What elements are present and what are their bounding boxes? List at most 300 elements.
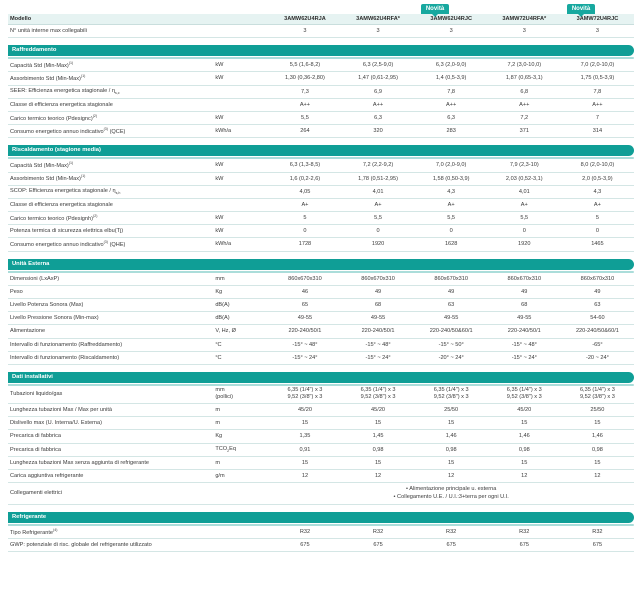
spec-unit-text: g/m	[215, 472, 225, 479]
spec-row	[8, 185, 634, 198]
spec-row	[8, 25, 634, 38]
model-name: 3AMW72U4RJC	[561, 14, 634, 25]
spec-value	[342, 417, 415, 430]
section-gap	[8, 138, 634, 146]
spec-value	[342, 59, 415, 72]
spec-value-text: 3	[595, 28, 599, 35]
spec-value-text: 4,01	[372, 188, 384, 195]
spec-unit	[213, 483, 268, 505]
spec-value	[342, 98, 415, 111]
spec-value-text: 675	[592, 542, 603, 549]
spec-value	[415, 325, 488, 338]
spec-unit-text: dB(A)	[215, 302, 230, 309]
spec-label-text: Potenza termica di sicurezza elettrica elbu(Tj)	[10, 228, 124, 235]
spec-value	[342, 238, 415, 251]
spec-label	[8, 185, 213, 198]
spec-value	[561, 539, 634, 552]
spec-value-text: 0,98	[518, 446, 530, 453]
spec-label-text: Intervallo di funzionamento (Raffreddamento)	[10, 341, 123, 348]
spec-value-text: 1,58 (0,50-3,9)	[432, 175, 470, 182]
spec-value-text: -20 ~ 24°	[585, 354, 609, 361]
section-title: Riscaldamento (stagione media)	[8, 145, 634, 156]
spec-unit-sub: 2	[227, 448, 230, 453]
spec-value-text: 1,46	[591, 433, 603, 440]
spec-unit	[213, 299, 268, 312]
spec-row	[8, 273, 634, 286]
spec-value-text: 15	[594, 420, 601, 427]
spec-label-suffix: (QCE)	[108, 128, 126, 135]
spec-value-text: 220-240/50&60/1	[429, 328, 473, 335]
spec-label-sub: s,c	[115, 90, 120, 95]
spec-unit-text: Kg	[215, 288, 223, 295]
spec-label-text: Tipo Refrigerante	[10, 529, 54, 536]
spec-unit	[213, 430, 268, 443]
connections-value	[268, 483, 634, 505]
spec-value-text: 5	[303, 215, 307, 222]
spec-label-text: Classe di efficienza energetica stagionale	[10, 101, 113, 108]
spec-value-text: 6,35 (1/4") x 3	[433, 387, 469, 394]
spec-value-text: -15° ~ 48°	[365, 341, 391, 348]
spec-unit	[213, 469, 268, 482]
spec-label	[8, 403, 213, 416]
spec-value	[561, 417, 634, 430]
spec-unit	[213, 59, 268, 72]
spec-row	[8, 417, 634, 430]
spec-row	[8, 469, 634, 482]
spec-value-text: 6,9	[374, 88, 382, 95]
spec-value-text: R32	[519, 529, 530, 536]
spec-label-text: Tubazioni liquido/gas	[10, 391, 63, 398]
spec-value-text: 675	[519, 542, 529, 549]
spec-value-text: 15	[521, 459, 528, 466]
spec-label	[8, 85, 213, 98]
footnote-ref: (2)	[92, 113, 98, 118]
spec-value-text: 6,3 (1,3-8,5)	[289, 162, 321, 169]
spec-row	[8, 111, 634, 124]
spec-value	[342, 198, 415, 211]
spec-label	[8, 430, 213, 443]
spec-label-text: Dislivello max (U. Interna/U. Esterna)	[10, 420, 103, 427]
spec-value-text: 0,98	[591, 446, 603, 453]
spec-row	[8, 172, 634, 185]
spec-value	[488, 469, 561, 482]
spec-value	[342, 325, 415, 338]
spec-value-text: 49-55	[517, 315, 532, 322]
footnote-ref: (2)	[93, 213, 98, 218]
spec-value	[561, 59, 634, 72]
spec-value	[488, 430, 561, 443]
spec-unit	[213, 351, 268, 364]
spec-value-text: 1,47 (0,61-2,95)	[358, 75, 398, 82]
spec-value	[268, 72, 341, 85]
spec-value-text: 1,6 (0,2-2,6)	[289, 175, 321, 182]
spec-value	[561, 72, 634, 85]
spec-label-text: Capacità Std (Min-Max)	[10, 162, 69, 169]
spec-row	[8, 403, 634, 416]
spec-value	[488, 386, 561, 404]
spec-value-text: 49-55	[370, 315, 386, 322]
spec-value-text: 4,3	[593, 188, 602, 195]
spec-value-text: 3	[522, 28, 526, 35]
spec-value	[415, 25, 488, 38]
section-underline	[8, 57, 634, 59]
spec-value	[488, 125, 561, 138]
unit-header	[213, 14, 268, 25]
spec-value-text: 860x670x310	[288, 275, 322, 282]
spec-unit-text: kW	[215, 228, 224, 235]
spec-unit	[213, 325, 268, 338]
spec-value	[561, 403, 634, 416]
spec-value-text-2: 9,52 (3/8") x 3	[579, 394, 615, 401]
spec-value-text: 860x670x310	[361, 275, 395, 282]
spec-unit	[213, 125, 268, 138]
spec-value	[488, 85, 561, 98]
spec-value-text: 1,45	[372, 433, 384, 440]
spec-unit-text: m	[215, 420, 220, 427]
spec-value-text: 320	[373, 128, 383, 135]
spec-label	[8, 285, 213, 298]
spec-unit-text: TCO	[215, 445, 228, 452]
novita-badge-2: Novità	[567, 4, 595, 14]
spec-label	[8, 469, 213, 482]
spec-value-text: 3	[449, 28, 453, 35]
spec-value	[488, 59, 561, 72]
spec-value-text: -65°	[592, 341, 603, 348]
spec-value	[415, 111, 488, 124]
spec-value-text: 15	[448, 459, 455, 466]
spec-value-text: 1728	[298, 241, 312, 248]
spec-value-text: 6,3	[447, 114, 456, 121]
spec-value	[268, 456, 341, 469]
spec-row	[8, 430, 634, 443]
spec-value-text: 1,78 (0,51-2,95)	[358, 175, 398, 182]
footnote-ref: (1)	[80, 174, 86, 179]
spec-value	[561, 338, 634, 351]
spec-value	[268, 25, 341, 38]
spec-value-text: A+	[520, 201, 528, 208]
spec-value-text: 12	[448, 472, 455, 479]
spec-label	[8, 238, 213, 251]
spec-value-text: 6,8	[520, 88, 529, 95]
spec-value	[342, 430, 415, 443]
section-header-cell	[8, 259, 634, 273]
spec-value-text: 6,35 (1/4") x 3	[506, 387, 542, 394]
spec-label	[8, 456, 213, 469]
section-gap	[8, 505, 634, 513]
section-header-cell	[8, 45, 634, 59]
spec-value-text: 0,98	[372, 446, 384, 453]
spec-value	[342, 85, 415, 98]
spec-value-text: 6,35 (1/4") x 3	[579, 387, 615, 394]
spec-unit-text: kWh/a	[215, 128, 232, 135]
spec-value	[415, 273, 488, 286]
spec-unit	[213, 159, 268, 172]
spec-value	[488, 25, 561, 38]
spec-unit	[213, 403, 268, 416]
spec-value-text: 6,35 (1/4") x 3	[360, 387, 396, 394]
spec-value-text: 49	[521, 288, 528, 295]
section-gap	[8, 364, 634, 372]
spec-value	[268, 338, 341, 351]
spec-row	[8, 456, 634, 469]
spec-value-text: 25/50	[590, 406, 605, 413]
spec-value	[415, 430, 488, 443]
spec-label	[8, 25, 213, 38]
spec-value-text: A++	[446, 101, 457, 108]
spec-label-text: Livello Pressione Sonora (Min-max)	[10, 315, 99, 322]
spec-value	[561, 325, 634, 338]
spec-value-text: 675	[300, 542, 310, 549]
spec-value-text: 1,46	[518, 433, 530, 440]
spec-value	[342, 125, 415, 138]
spec-value-text: 63	[594, 302, 601, 309]
spec-value-text: 63	[448, 302, 455, 309]
spec-value-text: 371	[519, 128, 529, 135]
spec-value-text: 7,2 (3,0-10,0)	[507, 62, 542, 69]
spec-value-text: 49	[594, 288, 601, 295]
spec-value	[342, 185, 415, 198]
spec-label-text: Carica aggiuntiva refrigerante	[10, 472, 84, 479]
spec-value-text: 4,05	[299, 188, 311, 195]
spec-row	[8, 526, 634, 539]
spec-value	[342, 172, 415, 185]
spec-unit	[213, 386, 268, 404]
spec-value	[561, 456, 634, 469]
spec-value-text: 5,5	[374, 215, 382, 222]
spec-row	[8, 285, 634, 298]
spec-label	[8, 59, 213, 72]
spec-value-text: 5,5	[301, 114, 309, 121]
spec-value	[488, 325, 561, 338]
spec-value	[342, 299, 415, 312]
spec-value	[415, 198, 488, 211]
spec-value-text: 7,9 (2,3-10)	[509, 162, 539, 169]
spec-label	[8, 212, 213, 225]
spec-unit	[213, 111, 268, 124]
spec-label-text: Assorbimento Std (Min-Max)	[10, 75, 81, 82]
spec-value	[342, 273, 415, 286]
spec-label-text: Classe di efficienza energetica stagionale	[10, 201, 113, 208]
spec-label	[8, 312, 213, 325]
spec-value-text: 7,8	[593, 88, 602, 95]
spec-unit-text: Kg	[215, 433, 223, 440]
spec-label-text: GWP: potenziale di risc. globale del refrigerante utilizzato	[10, 542, 152, 549]
section-header-cell	[8, 512, 634, 526]
spec-value-text: 12	[594, 472, 601, 479]
footnote-ref: (4)	[53, 527, 58, 532]
spec-value-text: 1920	[371, 241, 385, 248]
section-gap	[8, 38, 634, 46]
spec-value-text-2: 9,52 (3/8") x 3	[287, 394, 323, 401]
spec-label	[8, 198, 213, 211]
spec-value	[268, 225, 341, 238]
spec-unit	[213, 72, 268, 85]
spec-value	[342, 285, 415, 298]
spec-value	[415, 526, 488, 539]
spec-value	[561, 85, 634, 98]
spec-unit	[213, 285, 268, 298]
spec-value-text: 5,5	[447, 215, 456, 222]
spec-label-text: Lunghezza tubazioni Max senza aggiunta di refrigerante	[10, 459, 150, 466]
spec-value-text: 860x670x310	[507, 275, 542, 282]
spec-value-text: A++	[372, 101, 384, 108]
spec-value	[268, 403, 341, 416]
spec-value-text: 15	[374, 459, 382, 466]
spec-value	[561, 25, 634, 38]
spec-value	[415, 212, 488, 225]
spec-unit-text: dB(A)	[215, 315, 230, 322]
spec-label-text: Livello Potenza Sonora (Max)	[10, 302, 84, 309]
spec-value-text: 5,5 (1,6-8,2)	[289, 62, 321, 69]
spec-value	[561, 443, 634, 456]
spec-label	[8, 159, 213, 172]
spec-value-text: -20° ~ 24°	[438, 354, 464, 361]
spec-row	[8, 225, 634, 238]
spec-value-text: 7,2 (2,2-9,2)	[362, 162, 394, 169]
spec-label-text: SEER: Efficienza energetica stagionale / η	[10, 87, 115, 94]
spec-label	[8, 273, 213, 286]
spec-value	[415, 85, 488, 98]
spec-label	[8, 443, 213, 456]
spec-table	[8, 14, 634, 552]
spec-value	[268, 325, 341, 338]
spec-value	[561, 273, 634, 286]
spec-label-text: Lunghezza tubazioni Max / Max per unità	[10, 406, 112, 413]
spec-value	[561, 98, 634, 111]
spec-value	[488, 351, 561, 364]
spec-value-text: 1628	[444, 241, 458, 248]
model-name: 3AMW62U4RJA	[268, 14, 341, 25]
spec-value-text: 4,01	[518, 188, 530, 195]
spec-value	[268, 351, 341, 364]
spec-value-text: 8,0 (2,0-10,0)	[580, 162, 615, 169]
spec-value	[488, 299, 561, 312]
spec-row	[8, 312, 634, 325]
spec-value	[415, 312, 488, 325]
spec-value-text-2: 9,52 (3/8") x 3	[433, 394, 469, 401]
spec-unit-text: kW	[215, 162, 224, 169]
spec-value-text: R32	[592, 529, 603, 536]
connections-line: • Collegamento U.E. / U.I.:3+terra per ogni U.I.	[393, 493, 509, 500]
spec-unit-text: °C	[215, 341, 222, 348]
spec-row	[8, 238, 634, 251]
spec-value	[488, 285, 561, 298]
model-name: 3AMW72U4RFA*	[488, 14, 561, 25]
spec-value-text: 2,0 (0,5-3,9)	[582, 175, 613, 182]
model-header-label: Modello	[8, 14, 213, 25]
spec-value-text: 1,4 (0,5-3,9)	[435, 75, 467, 82]
spec-label	[8, 225, 213, 238]
spec-unit-text-2: (pollici)	[215, 394, 234, 401]
spec-value	[415, 443, 488, 456]
spec-row	[8, 338, 634, 351]
spec-value-text: 1,30 (0,36-2,80)	[285, 75, 325, 82]
spec-value-text: 0	[303, 228, 307, 235]
spec-value	[342, 539, 415, 552]
spec-unit	[213, 85, 268, 98]
spec-label-text: Assorbimento Std (Min-Max)	[10, 175, 81, 182]
spec-value-text: 12	[374, 472, 382, 479]
spec-value	[415, 159, 488, 172]
spec-value	[268, 417, 341, 430]
spec-label-text: Dimensioni (LxAxP)	[10, 275, 60, 282]
spec-value-text: A++	[519, 101, 530, 108]
spec-value-text: 7,2	[520, 114, 529, 121]
spec-value-text: 45/20	[371, 406, 386, 413]
spec-value	[561, 386, 634, 404]
spec-sheet	[8, 6, 634, 552]
spec-label	[8, 526, 213, 539]
spec-value	[561, 125, 634, 138]
spec-unit	[213, 185, 268, 198]
spec-value-text: 220-240/50/1	[288, 328, 322, 335]
spec-unit	[213, 225, 268, 238]
spec-value	[268, 526, 341, 539]
section-header-cell	[8, 145, 634, 159]
spec-unit	[213, 312, 268, 325]
spec-label-text: Precarica di fabbrica	[10, 433, 61, 440]
section-header-row	[8, 372, 634, 386]
spec-value-text: 6,3 (2,5-9,0)	[362, 62, 394, 69]
spec-value	[342, 25, 415, 38]
spec-value	[268, 238, 341, 251]
model-header-row	[8, 14, 634, 25]
spec-unit-text: kW	[215, 62, 224, 69]
spec-value-text: 0,98	[445, 446, 457, 453]
spec-value	[268, 299, 341, 312]
spec-value-text: 283	[446, 128, 456, 135]
spec-label	[8, 539, 213, 552]
spec-value	[268, 172, 341, 185]
spec-label-suffix: (QHE)	[108, 241, 126, 248]
spec-value	[268, 159, 341, 172]
section-title: Dati installativi	[8, 372, 634, 383]
footnote-ref: (1)	[68, 160, 74, 165]
spec-value	[415, 238, 488, 251]
spec-value	[415, 456, 488, 469]
spec-value	[268, 430, 341, 443]
model-name: 3AMW62U4RJC	[415, 14, 488, 25]
spec-value-text: 1,46	[445, 433, 457, 440]
section-title: Refrigerante	[8, 512, 634, 523]
spec-value	[561, 172, 634, 185]
spec-value	[342, 456, 415, 469]
spec-label-text: Alimentazione	[10, 328, 46, 335]
spec-value	[561, 238, 634, 251]
spec-unit	[213, 539, 268, 552]
spec-value	[488, 526, 561, 539]
spec-label	[8, 325, 213, 338]
spec-value	[488, 111, 561, 124]
spec-label	[8, 125, 213, 138]
spec-unit	[213, 338, 268, 351]
connections-line: • Alimentazione principale u. esterna	[406, 486, 497, 493]
spec-unit-text: kW	[215, 75, 224, 82]
spec-value	[415, 59, 488, 72]
spec-value-text: A++	[299, 101, 311, 108]
spec-value-text: -15° ~ 48°	[292, 341, 318, 348]
spec-label-text: N° unità interne max collegabili	[10, 28, 87, 35]
spec-value-text-2: 9,52 (3/8") x 3	[360, 394, 396, 401]
spec-unit-text: kWh/a	[215, 241, 232, 248]
spec-value-text: 1,87 (0,65-3,1)	[505, 75, 543, 82]
spec-value	[488, 212, 561, 225]
spec-value-text: 220-240/50/1	[361, 328, 395, 335]
spec-row	[8, 72, 634, 85]
spec-unit-text: kW	[215, 215, 224, 222]
spec-value-text-2: 9,52 (3/8") x 3	[506, 394, 542, 401]
footnote-ref: (1)	[80, 73, 86, 78]
